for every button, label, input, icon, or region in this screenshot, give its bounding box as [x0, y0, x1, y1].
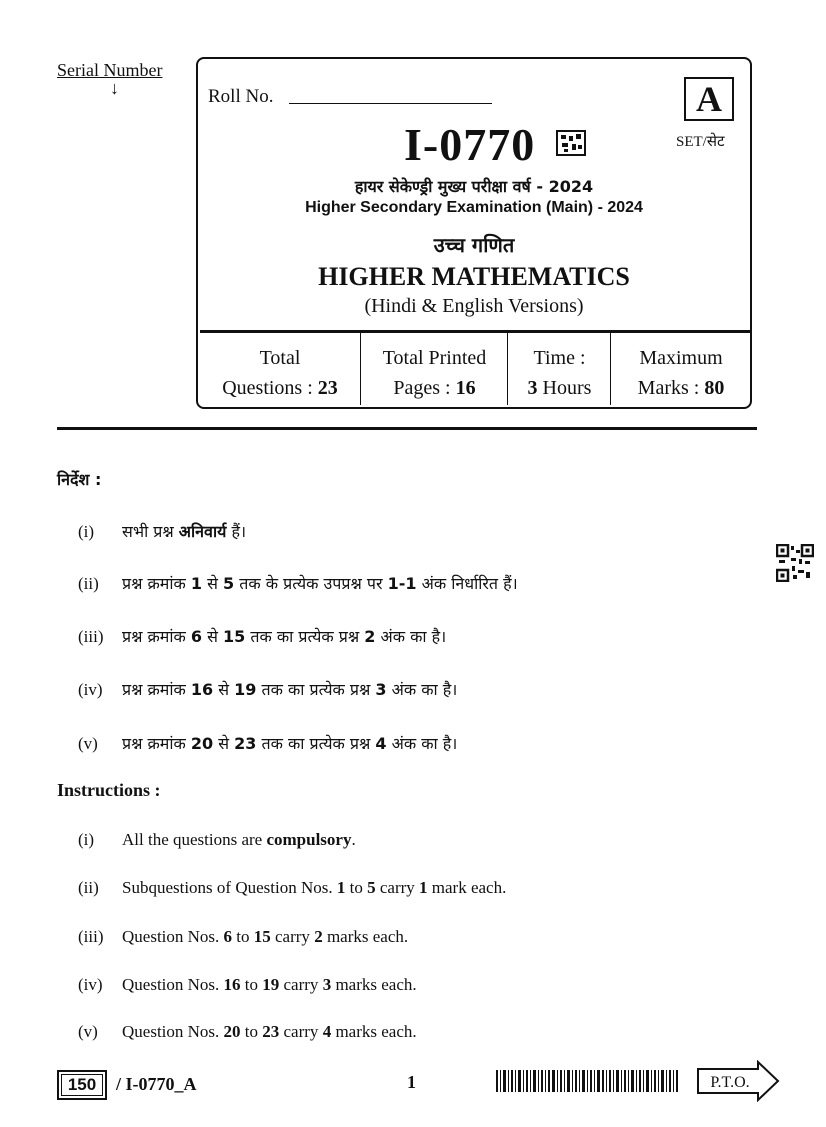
item-bold: 3: [322, 975, 332, 994]
total-questions-label-2: Questions :: [222, 377, 313, 399]
max-marks-line2: [612, 373, 750, 403]
item-text: तक के प्रत्येक उपप्रश्न पर: [234, 574, 388, 593]
item-bold: 6: [223, 927, 233, 946]
item-text: अंक का है।: [375, 627, 447, 646]
item-text: marks each.: [322, 927, 409, 946]
total-pages-line2: [362, 373, 507, 403]
item-bold: 15: [223, 627, 246, 646]
max-marks-value: 80: [704, 377, 725, 399]
item-bold: 1-1: [387, 574, 417, 593]
item-bold: 23: [262, 1022, 280, 1041]
item-number: (iii): [78, 627, 104, 646]
item-text: Question Nos.: [122, 927, 224, 946]
english-instruction-item: [78, 975, 417, 995]
item-number: (ii): [78, 574, 99, 593]
item-bold: compulsory: [266, 830, 352, 849]
item-bold: 19: [234, 680, 257, 699]
item-number: (iii): [78, 927, 104, 946]
footer-paper-code: / I-0770_A: [116, 1074, 197, 1094]
item-bold: 1: [419, 878, 428, 897]
item-bold: 15: [253, 927, 271, 946]
item-number: (iv): [78, 975, 103, 994]
item-bold: 3: [375, 680, 387, 699]
print-count: 150: [61, 1074, 103, 1096]
item-bold: 16: [223, 975, 241, 994]
item-text: से: [202, 627, 224, 646]
item-bold: 5: [223, 574, 235, 593]
item-text: marks each.: [331, 975, 417, 994]
item-text: carry: [279, 975, 323, 994]
item-bold: 1: [190, 574, 203, 593]
item-text: प्रश्न क्रमांक: [122, 627, 191, 646]
pto-arrow: [696, 1060, 780, 1102]
item-text: से: [213, 734, 235, 753]
english-instruction-item: [78, 878, 506, 898]
english-instruction-item: [78, 830, 356, 850]
item-text: अंक का है।: [386, 680, 458, 699]
hindi-instructions-title: निर्देश :: [57, 470, 102, 489]
total-questions-line2: [200, 373, 360, 403]
exam-title-hindi: हायर सेकेण्ड्री मुख्य परीक्षा वर्ष - 2024: [354, 177, 594, 196]
item-number: (v): [78, 734, 98, 753]
item-bold: 4: [375, 734, 387, 753]
item-bold: 16: [190, 680, 214, 699]
item-bold: 6: [190, 627, 203, 646]
barcode-icon: [496, 1070, 678, 1092]
english-instructions-title: Instructions :: [57, 780, 161, 800]
time-unit: Hours: [542, 377, 592, 399]
subject-title-hindi: उच्च गणित: [433, 233, 515, 257]
hindi-instruction-item: [78, 520, 246, 542]
section-rule: [57, 427, 757, 430]
info-table-border: [200, 330, 750, 333]
item-text: Question Nos.: [122, 975, 224, 994]
paper-code: I-0770: [404, 119, 536, 170]
item-text: to: [345, 878, 368, 897]
table-divider: [360, 333, 361, 405]
english-instruction-item: [78, 1022, 417, 1042]
item-bold: 23: [234, 734, 257, 753]
item-bold: 1: [336, 878, 346, 897]
item-bold: अनिवार्य: [178, 522, 227, 541]
item-text: सभी प्रश्न: [122, 522, 179, 541]
set-letter-box: A: [684, 77, 734, 121]
item-text: अंक का है।: [386, 734, 458, 753]
item-number: (v): [78, 1022, 98, 1041]
hindi-instruction-item: [78, 732, 457, 754]
item-bold: 20: [190, 734, 214, 753]
item-text: mark each.: [427, 878, 507, 897]
pto-label: P.T.O.: [710, 1074, 750, 1091]
time-cell: [509, 343, 610, 403]
hindi-instruction-item: [78, 625, 446, 647]
page-number: 1: [407, 1072, 416, 1092]
item-number: (iv): [78, 680, 103, 699]
item-bold: 19: [262, 975, 280, 994]
subject-title-english: HIGHER MATHEMATICS: [318, 262, 630, 291]
item-number: (ii): [78, 878, 99, 897]
item-text: तक का प्रत्येक प्रश्न: [256, 680, 376, 699]
total-questions-label: Total: [259, 347, 301, 369]
item-number: (i): [78, 522, 95, 541]
item-text: प्रश्न क्रमांक: [122, 680, 191, 699]
total-pages-value: 16: [455, 377, 476, 399]
item-text: carry: [270, 927, 315, 946]
roll-number-field[interactable]: [289, 103, 492, 104]
item-text: से: [213, 680, 235, 699]
english-instruction-item: [78, 927, 408, 947]
max-marks-cell: [612, 343, 750, 403]
item-text: तक का प्रत्येक प्रश्न: [245, 627, 365, 646]
time-line2: [509, 373, 610, 403]
total-pages-label: Total Printed: [382, 347, 487, 369]
total-pages-cell: [362, 343, 507, 403]
set-label: SET/सेट: [676, 134, 725, 150]
item-text: प्रश्न क्रमांक: [122, 574, 191, 593]
item-text: अंक निर्धारित हैं।: [416, 574, 518, 593]
print-count-box: [57, 1070, 107, 1100]
max-marks-label-2: Marks :: [637, 377, 700, 399]
item-bold: 4: [322, 1022, 332, 1041]
datamatrix-icon: [556, 130, 586, 156]
item-bold: 2: [314, 927, 323, 946]
item-text: to: [232, 927, 254, 946]
item-bold: 5: [367, 878, 376, 897]
item-text: प्रश्न क्रमांक: [122, 734, 191, 753]
item-text: to: [240, 975, 263, 994]
serial-arrow: ↓: [110, 78, 119, 98]
total-questions-value: 23: [317, 377, 338, 399]
item-bold: 2: [364, 627, 376, 646]
versions-note: (Hindi & English Versions): [364, 295, 584, 317]
item-number: (i): [78, 830, 95, 849]
item-text: Subquestions of Question Nos.: [122, 878, 337, 897]
item-text: carry: [375, 878, 420, 897]
item-text: carry: [279, 1022, 323, 1041]
item-text: Question Nos.: [122, 1022, 224, 1041]
total-questions-cell: [200, 343, 360, 403]
roll-number-label: Roll No.: [208, 86, 274, 107]
exam-title-english: Higher Secondary Examination (Main) - 2024: [305, 199, 643, 216]
hindi-instruction-item: [78, 678, 457, 700]
item-text: All the questions are: [122, 830, 267, 849]
serial-number-label: Serial Number: [57, 60, 163, 80]
total-pages-label-2: Pages :: [393, 377, 451, 399]
item-text: marks each.: [331, 1022, 417, 1041]
hindi-instruction-item: [78, 572, 518, 594]
time-label: Time :: [533, 347, 586, 369]
item-text: to: [240, 1022, 263, 1041]
item-text: हैं।: [226, 522, 247, 541]
item-text: तक का प्रत्येक प्रश्न: [256, 734, 376, 753]
item-text: से: [202, 574, 224, 593]
table-divider: [507, 333, 508, 405]
max-marks-label: Maximum: [639, 347, 723, 369]
table-divider: [610, 333, 611, 405]
qr-code-icon: [776, 544, 814, 582]
item-text: .: [351, 830, 356, 849]
item-bold: 20: [223, 1022, 241, 1041]
time-value: 3: [527, 377, 538, 399]
